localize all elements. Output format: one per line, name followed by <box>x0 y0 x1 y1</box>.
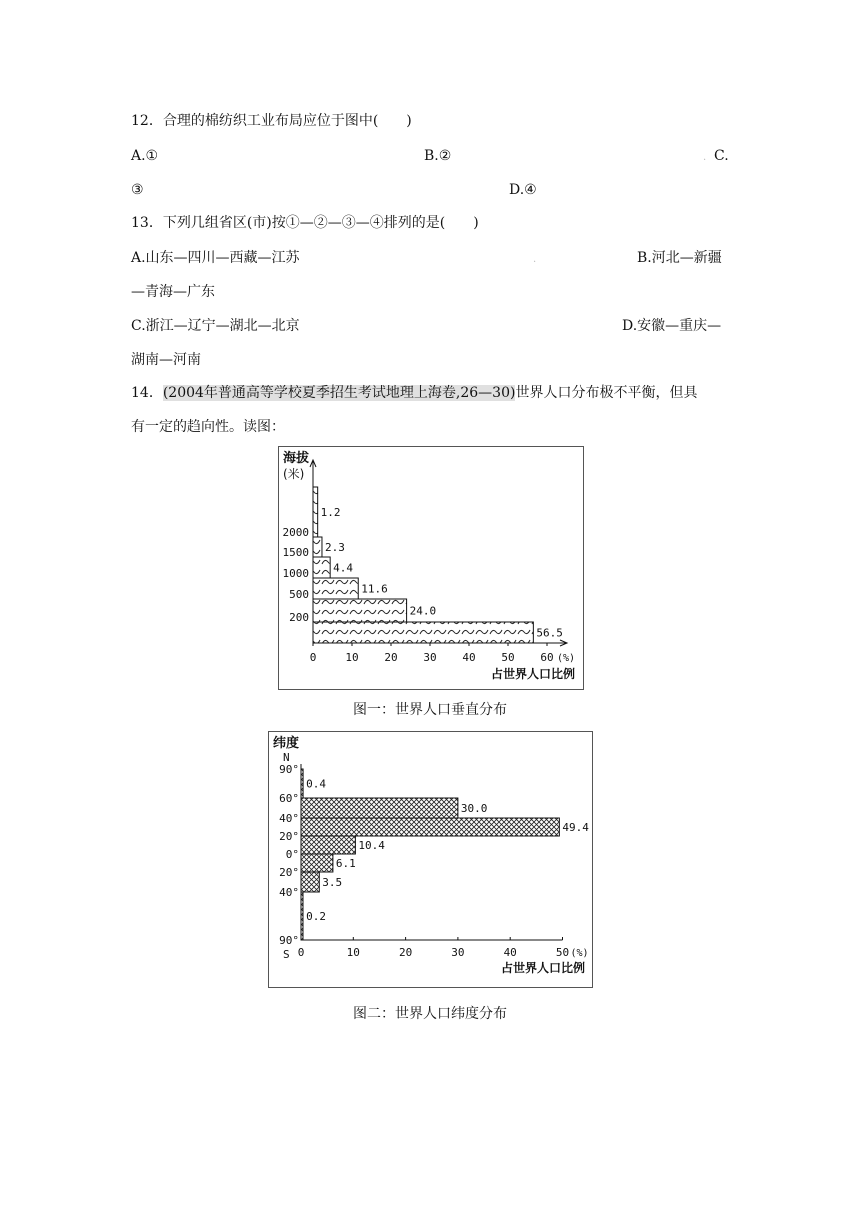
bar-value-label: 6.1 <box>335 857 356 870</box>
q12-stem: 12．合理的棉纺织工业布局应位于图中( ) <box>131 113 412 129</box>
y-tick-label: 40° <box>279 886 299 899</box>
bar-altitude-3 <box>313 557 330 578</box>
figure-1-caption: 图一：世界人口垂直分布 <box>353 702 507 718</box>
y-axis-title: 海拔 <box>283 451 310 466</box>
bar-latitude-2 <box>301 818 559 836</box>
q13-stem: 13．下列几组省区(市)按①—②—③—④排列的是( ) <box>131 215 479 231</box>
y-tick-label: 20° <box>279 866 299 879</box>
x-tick-label: 10 <box>346 946 360 959</box>
y-tick-label: 1500 <box>282 546 309 559</box>
x-tick-label: 30 <box>451 946 465 959</box>
bar-value-label: 3.5 <box>322 876 343 889</box>
x-tick-label: 10 <box>345 651 359 664</box>
scan-dot: . <box>533 254 537 265</box>
q12-option-d: D.④ <box>509 182 537 198</box>
x-axis-title: 占世界人口比例 <box>500 961 585 975</box>
x-tick-label: 0 <box>309 651 317 664</box>
q13-option-d: D.安徽—重庆— <box>622 318 722 334</box>
figure-2-caption: 图二：世界人口纬度分布 <box>353 1006 507 1022</box>
bar-altitude-4 <box>313 537 322 557</box>
y-tick-label: 90° <box>279 763 299 776</box>
bar-value-label: 0.2 <box>306 910 326 923</box>
y-tick-label: 0° <box>285 848 299 861</box>
bar-value-label: 30.0 <box>460 802 488 815</box>
altitude-population-chart <box>279 447 583 689</box>
bar-value-label: 24.0 <box>409 604 437 618</box>
bar-value-label: 56.5 <box>536 626 563 640</box>
y-tick-label: 60° <box>279 792 299 805</box>
x-tick-label: 50 <box>501 651 515 664</box>
q13-option-d-cont: 湖南—河南 <box>131 352 201 368</box>
y-tick-label: 2000 <box>282 526 309 539</box>
q14-stem <box>131 383 697 403</box>
north-label: N <box>283 751 290 764</box>
q14-text-cont: 有一定的趋向性。读图： <box>131 419 285 435</box>
y-tick-label: 20° <box>279 830 299 843</box>
bar-value-label: 11.6 <box>361 582 388 596</box>
bar-latitude-3 <box>301 836 355 854</box>
x-tick-label: 40 <box>503 946 517 959</box>
q12-option-c: C. <box>714 148 729 164</box>
figure-1-frame <box>278 446 584 690</box>
x-tick-label: 20 <box>398 946 413 959</box>
bar-value-label: 0.4 <box>306 777 326 791</box>
q13-option-c: C.浙江—辽宁—湖北—北京 <box>131 318 300 334</box>
bar-value-label: 4.4 <box>333 561 354 575</box>
y-axis-unit: (米) <box>283 467 305 481</box>
y-tick-label: 500 <box>289 588 309 601</box>
q14-text: 世界人口分布极不平衡，但具 <box>515 385 698 401</box>
south-label: S <box>283 948 290 961</box>
q13-option-b: B.河北—新疆 <box>637 250 722 266</box>
bar-latitude-1 <box>301 798 458 818</box>
x-tick-label: 40 <box>462 651 476 664</box>
bar-altitude-1 <box>313 599 407 622</box>
x-tick-label: 60 <box>540 651 554 664</box>
bar-latitude-5 <box>301 872 319 892</box>
q12-option-a: A.① <box>131 148 159 164</box>
x-axis-title: 占世界人口比例 <box>490 667 575 681</box>
x-tick-label: 50 <box>555 946 570 959</box>
q13-option-a: A.山东—四川—西藏—江苏 <box>131 250 300 266</box>
bar-value-label: 1.2 <box>320 506 341 519</box>
q12-option-c-cont: ③ <box>131 182 144 198</box>
y-tick-label: 1000 <box>282 567 309 580</box>
x-tick-label: 20 <box>384 651 398 664</box>
bar-latitude-4 <box>301 854 333 872</box>
bar-altitude-2 <box>313 578 358 599</box>
latitude-population-chart <box>269 732 592 987</box>
x-unit-label: (%) <box>570 948 589 959</box>
q13-option-b-cont: —青海—广东 <box>131 284 215 300</box>
y-tick-label: 90° <box>279 934 299 947</box>
q12-option-b: B.② <box>424 148 452 164</box>
bar-value-label: 49.4 <box>562 821 589 834</box>
y-tick-label: 200 <box>289 611 309 624</box>
scan-dot: . <box>703 152 707 163</box>
q14-source: (2004年普通高等学校夏季招生考试地理上海卷,26—30) <box>162 385 516 401</box>
bar-value-label: 2.3 <box>324 541 345 554</box>
y-axis-title: 纬度 <box>273 736 300 751</box>
bar-altitude-5 <box>313 487 318 537</box>
x-tick-label: 0 <box>297 946 305 959</box>
x-unit-label: (%) <box>557 653 576 664</box>
figure-2-frame <box>268 731 593 988</box>
y-tick-label: 40° <box>279 812 299 825</box>
q14-number: 14． <box>131 385 163 401</box>
bar-altitude-0 <box>313 622 533 643</box>
x-tick-label: 30 <box>423 651 437 664</box>
bar-value-label: 10.4 <box>358 839 385 852</box>
